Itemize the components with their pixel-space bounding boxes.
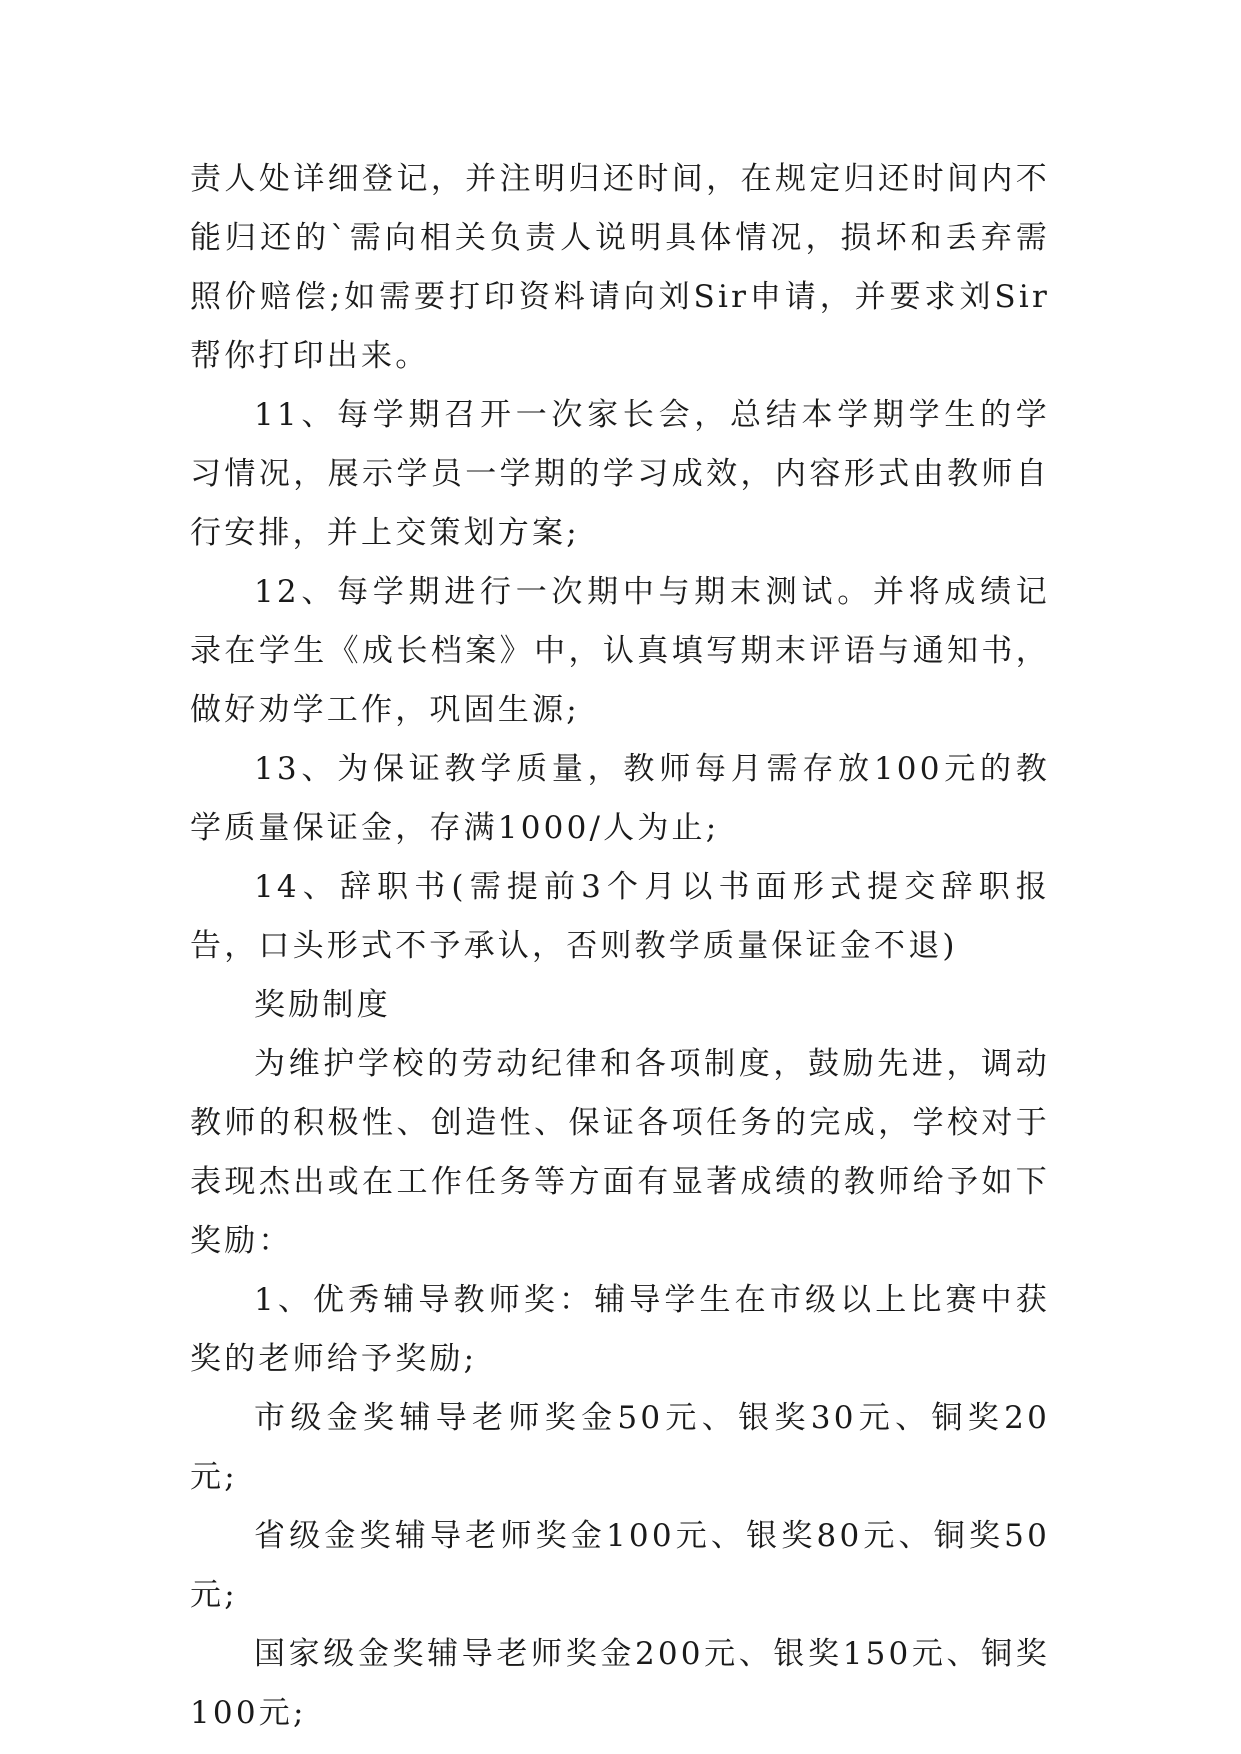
paragraph-item-12: 12、每学期进行一次期中与期末测试。并将成绩记录在学生《成长档案》中，认真填写期末评语与通知书，做好劝学工作，巩固生源;: [190, 574, 1050, 728]
paragraph-item-14: 14、辞职书(需提前3个月以书面形式提交辞职报告，口头形式不予承认，否则教学质量保证金不退): [190, 869, 1050, 964]
paragraph-reward-item-1: 1、优秀辅导教师奖：辅导学生在市级以上比赛中获奖的老师给予奖励;: [190, 1282, 1050, 1377]
document-page: [190, 150, 1050, 1743]
paragraph-continuation: 责人处详细登记，并注明归还时间，在规定归还时间内不能归还的`需向相关负责人说明具体情况，损坏和丢弃需照价赔偿;如需要打印资料请向刘Sir申请，并要求刘Sir帮你打印出来。: [190, 161, 1050, 374]
paragraph-province-level-bonus: 省级金奖辅导老师奖金100元、银奖80元、铜奖50元;: [190, 1518, 1050, 1613]
paragraph-item-13: 13、为保证教学质量，教师每月需存放100元的教学质量保证金，存满1000/人为止;: [190, 751, 1050, 846]
paragraph-reward-intro: 为维护学校的劳动纪律和各项制度，鼓励先进，调动教师的积极性、创造性、保证各项任务的完成，学校对于表现杰出或在工作任务等方面有显著成绩的教师给予如下奖励：: [190, 1046, 1050, 1259]
paragraph-item-11: 11、每学期召开一次家长会，总结本学期学生的学习情况，展示学员一学期的学习成效，内容形式由教师自行安排，并上交策划方案;: [190, 397, 1050, 551]
paragraph-national-level-bonus: 国家级金奖辅导老师奖金200元、银奖150元、铜奖100元;: [190, 1636, 1050, 1731]
paragraph-city-level-bonus: 市级金奖辅导老师奖金50元、银奖30元、铜奖20元;: [190, 1400, 1050, 1495]
section-heading-reward-system: 奖励制度: [254, 987, 391, 1023]
